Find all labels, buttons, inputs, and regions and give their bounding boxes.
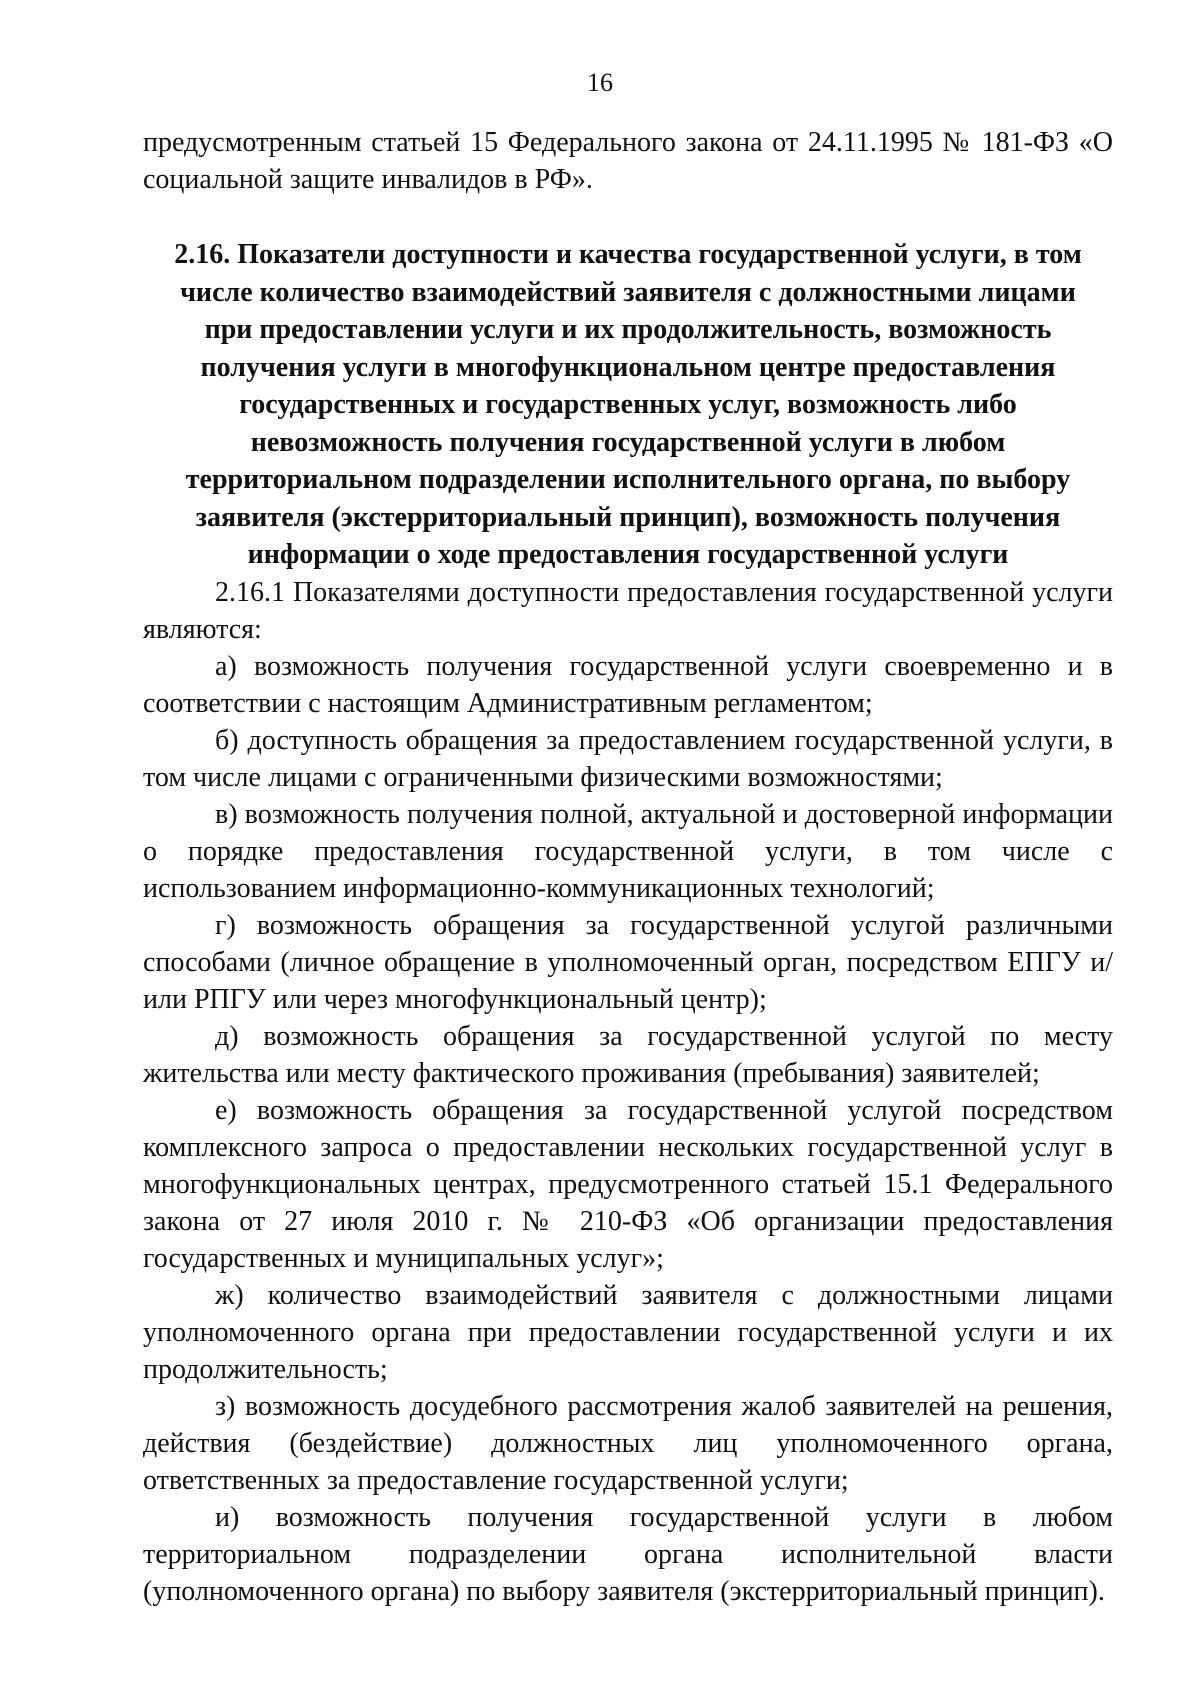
intro-paragraph: предусмотренным статьей 15 Федерального закона от 24.11.1995 № 181-ФЗ «О социальной защите инвалидов в РФ».: [143, 127, 1113, 195]
list-item-i: и) возможность получения государственной услуги в любом территориальном подразделении органа исполнительной власти (уполномоченного органа) по выбору заявителя (экстерриториальный принцип).: [143, 1501, 1113, 1607]
list-item-zh: ж) количество взаимодействий заявителя с должностными лицами уполномоченного органа при предоставлении государственной услуги и их продолжительность;: [143, 1279, 1113, 1385]
list-item-z: з) возможность досудебного рассмотрения жалоб заявителей на решения, действия (бездействие) должностных лиц уполномоченного органа, ответственных за предоставление государственной услуги;: [143, 1390, 1113, 1496]
list-item-a: а) возможность получения государственной услуги своевременно и в соответствии с настоящим Административным регламентом;: [143, 650, 1113, 719]
list-item-v: в) возможность получения полной, актуальной и достоверной информации о порядке предоставления государственной услуги, в том числе с использованием информационно-коммуникационных технологий;: [143, 798, 1113, 904]
list-item-e: е) возможность обращения за государственной услугой посредством комплексного запроса о предоставлении нескольких государственной услуг в многофункциональных центрах, предусмотренного статьей 15.1 Федерального закона от 27 июля 2010 г. № 210-ФЗ «Об организации предоставления государственных и муниципальных услуг»;: [143, 1094, 1113, 1274]
document-body: [143, 124, 1113, 1610]
list-item-b: б) доступность обращения за предоставлением государственной услуги, в том числе лицами с ограниченными физическими возможностями;: [143, 724, 1113, 793]
section-heading: 2.16. Показатели доступности и качества государственной услуги, в том числе количество взаимодействий заявителя с должностными лицами при предоставлении услуги и их продолжительность, возможность получения услуги в многофункциональном центре предоставления государственных и государственных услуг, возможность либо невозможность получения государственной услуги в любом территориальном подразделении исполнительного органа, по выбору заявителя (экстерриториальный принцип), возможность получения информации о ходе предоставления государственной услуги: [174, 239, 1082, 570]
page-number: 16: [587, 68, 613, 97]
paragraph-2-16-1: 2.16.1 Показателями доступности предоставления государственной услуги являются:: [143, 576, 1113, 645]
list-item-d: д) возможность обращения за государственной услугой по месту жительства или месту фактического проживания (пребывания) заявителей;: [143, 1020, 1113, 1089]
list-item-g: г) возможность обращения за государственной услугой различными способами (личное обращение в уполномоченный орган, посредством ЕПГУ и/или РПГУ или через многофункциональный центр);: [143, 909, 1113, 1015]
